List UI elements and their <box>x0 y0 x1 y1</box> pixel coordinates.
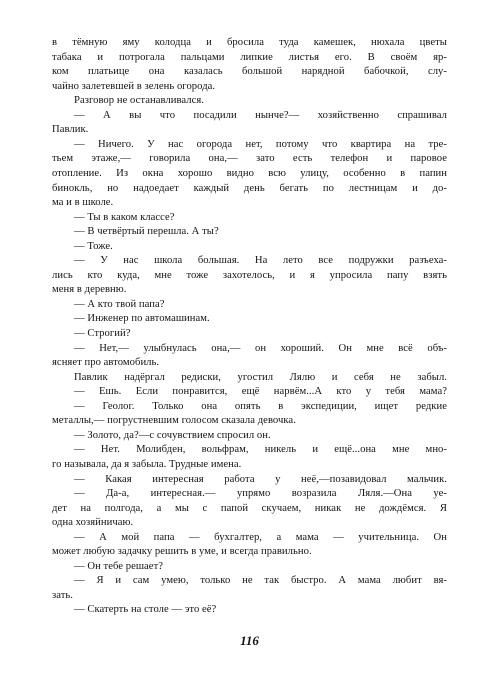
text-line: — Ты в каком классе? <box>74 211 175 223</box>
text-line: — Тоже. <box>74 240 113 252</box>
page-number: 116 <box>240 633 259 648</box>
text-line: — В четвёртый перешла. А ты? <box>74 226 219 238</box>
text-line: — Нет,— улыбнулась она,— он хороший. Он мне всё объ- <box>74 342 447 354</box>
text-line: может любую задачку решить в уме, и всегда правильно. <box>52 546 312 558</box>
text-line: бинокль, но надоедает каждый день бегать по лестницам и до- <box>52 182 447 194</box>
text-line: — А мой папа — бухгалтер, а мама — учительница. Он <box>74 531 447 543</box>
text-line: — А кто твой папа? <box>74 298 165 310</box>
text-line: — Строгий? <box>74 328 131 339</box>
text-line: — Скатерть на столе — это её? <box>74 604 217 616</box>
text-line: — Золото, да?—с сочувствием спросил он. <box>74 429 271 441</box>
text-line: — Я и сам умею, только не так быстро. А мама любит вя- <box>74 575 447 587</box>
text-line: — Нет. Молибден, вольфрам, никель и ещё...она мне мно- <box>74 444 447 456</box>
text-line: — Какая интересная работа у неё,—позавидовал мальчик. <box>74 473 447 485</box>
text-line: ясняет про автомобиль. <box>52 357 160 369</box>
text-line: — Инженер по автомашинам. <box>74 313 210 325</box>
text-line: меня в деревню. <box>52 284 127 296</box>
text-line: отопление. Из окна хорошо видно всю улицу, особенно в папин <box>52 167 447 179</box>
text-line: Разговор не останавливался. <box>74 95 204 107</box>
text-line: ма и в школе. <box>52 197 114 209</box>
text-line: Павлик надёргал редиски, угостил Лялю и себя не забыл. <box>74 371 447 383</box>
text-line: лись кто куда, мне тоже захотелось, и я упросила папу взять <box>52 269 447 281</box>
text-line: одна хозяйничаю. <box>52 517 134 529</box>
text-line: — Ешь. Если понравится, ещё нарвём...А кто у тебя мама? <box>74 386 447 398</box>
text-line: Павлик. <box>52 124 89 136</box>
text-line: го называла, да я забыла. Трудные имена. <box>52 458 242 470</box>
text-line: табака и потрогала пальцами липкие листья его. В своём яр- <box>52 51 447 63</box>
text-line: — А вы что посадили нынче?— хозяйственно спрашивал <box>74 109 447 121</box>
text-line: — Он тебе решает? <box>74 560 164 572</box>
text-line: ком платьице она казалась большой нарядной бабочкой, слу- <box>52 66 447 78</box>
text-line: тьем этаже,— говорила она,— зато есть телефон и паровое <box>52 153 447 165</box>
text-line: дет на полгода, а мы с папой скучаем, никак не дождёмся. Я <box>52 502 447 514</box>
text-line: — Да-а, интересная.— упрямо возразила Ляля.—Она уе- <box>74 488 447 500</box>
text-line: металлы,— погрустневшим голосом сказала девочка. <box>52 415 296 427</box>
text-line: — У нас школа большая. На лето все подружки разъеха- <box>74 255 447 267</box>
text-line: — Геолог. Только она опять в экспедиции, ищет редкие <box>74 400 447 412</box>
text-line: — Ничего. У нас огорода нет, потому что квартира на тре- <box>74 138 447 150</box>
text-line: зать. <box>52 589 74 601</box>
text-line: чайно залетевшей в зелень огорода. <box>52 80 216 92</box>
text-line: в тёмную яму колодца и бросила туда камешек, нюхала цветы <box>52 37 447 48</box>
